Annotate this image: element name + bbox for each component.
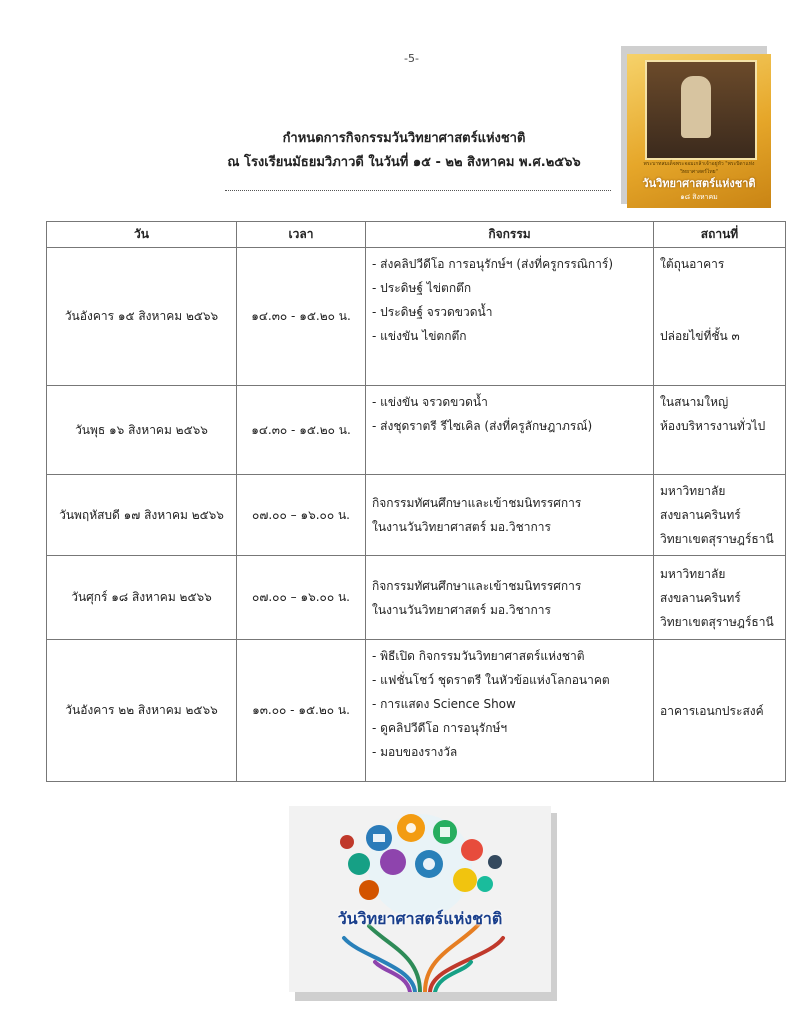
place-item: มหาวิทยาลัย bbox=[660, 566, 726, 581]
row-day: วันอังคาร ๑๕ สิงหาคม ๒๕๖๖ bbox=[47, 248, 237, 386]
place-item: สงขลานครินทร์ bbox=[660, 590, 741, 605]
table-row bbox=[47, 386, 786, 475]
activity-item: - มอบของรางวัล bbox=[372, 745, 458, 759]
activity-item: - แข่งขัน จรวดขวดน้ำ bbox=[372, 395, 488, 409]
row-day: วันอังคาร ๒๒ สิงหาคม ๒๕๖๖ bbox=[47, 640, 237, 782]
row-activities bbox=[366, 248, 654, 386]
poster-caption: พระบาทสมเด็จพระจอมเกล้าเจ้าอยู่หัว "พระบิดาแห่งวิทยาศาสตร์ไทย" bbox=[643, 161, 755, 175]
science-tree-illustration bbox=[289, 806, 551, 992]
row-day: วันศุกร์ ๑๘ สิงหาคม ๒๕๖๖ bbox=[47, 556, 237, 640]
header-time: เวลา bbox=[237, 222, 366, 248]
schedule-table bbox=[46, 221, 786, 782]
row-activities bbox=[366, 386, 654, 475]
activity-item: ในงานวันวิทยาศาสตร์ มอ.วิชาการ bbox=[372, 520, 551, 534]
activity-item: - ประดิษฐ์ ไข่ตกตึก bbox=[372, 281, 472, 295]
science-day-graphic bbox=[289, 806, 551, 992]
document-title: กำหนดการกิจกรรมวันวิทยาศาสตร์แห่งชาติ bbox=[282, 131, 526, 146]
portrait-image bbox=[645, 60, 757, 160]
activity-item: - พิธีเปิด กิจกรรมวันวิทยาศาสตร์แห่งชาติ bbox=[372, 649, 585, 663]
graphic-label: วันวิทยาศาสตร์แห่งชาติ bbox=[337, 909, 503, 928]
row-activities bbox=[366, 475, 654, 556]
row-activities bbox=[366, 556, 654, 640]
activity-item: - ส่งชุดราตรี รีไซเคิล (ส่งที่ครูลักษฎาภรณ์) bbox=[372, 419, 593, 433]
row-time: ๑๓.๐๐ - ๑๕.๒๐ น. bbox=[237, 640, 366, 782]
table-row bbox=[47, 475, 786, 556]
row-places bbox=[654, 475, 786, 556]
place-item: ใต้ถุนอาคาร bbox=[660, 257, 725, 271]
row-day: วันพุธ ๑๖ สิงหาคม ๒๕๖๖ bbox=[47, 386, 237, 475]
place-item: อาคารเอนกประสงค์ bbox=[660, 703, 764, 718]
header-day: วัน bbox=[47, 222, 237, 248]
header-activity: กิจกรรม bbox=[366, 222, 654, 248]
table-row bbox=[47, 640, 786, 782]
activity-item: - แฟชั่นโชว์ ชุดราตรี ในหัวข้อแห่งโลกอนาคต bbox=[372, 673, 610, 687]
science-day-poster bbox=[627, 54, 771, 208]
poster-date: ๑๘ สิงหาคม bbox=[680, 193, 718, 201]
row-places bbox=[654, 386, 786, 475]
activity-item: กิจกรรมทัศนศึกษาและเข้าชมนิทรรศการ bbox=[372, 578, 582, 593]
header-place: สถานที่ bbox=[654, 222, 786, 248]
place-item: วิทยาเขตสุราษฎร์ธานี bbox=[660, 614, 774, 629]
place-item: ห้องบริหารงานทั่วไป bbox=[660, 419, 766, 433]
table-header-row bbox=[47, 222, 786, 248]
activity-item: - การแสดง Science Show bbox=[372, 697, 516, 711]
row-places bbox=[654, 640, 786, 782]
table-row bbox=[47, 556, 786, 640]
activity-item: - ประดิษฐ์ จรวดขวดน้ำ bbox=[372, 305, 493, 319]
dotted-divider bbox=[225, 190, 611, 191]
activity-item: กิจกรรมทัศนศึกษาและเข้าชมนิทรรศการ bbox=[372, 496, 582, 510]
poster-title: วันวิทยาศาสตร์แห่งชาติ bbox=[642, 177, 756, 190]
row-time: ๑๔.๓๐ - ๑๕.๒๐ น. bbox=[237, 248, 366, 386]
row-time: ๑๔.๓๐ - ๑๕.๒๐ น. bbox=[237, 386, 366, 475]
place-item: สงขลานครินทร์ bbox=[660, 508, 741, 522]
place-item: ปล่อยไข่ที่ชั้น ๓ bbox=[660, 329, 740, 343]
activity-item: - แข่งขัน ไข่ตกตึก bbox=[372, 329, 467, 343]
row-time: ๐๗.๐๐ – ๑๖.๐๐ น. bbox=[237, 475, 366, 556]
document-subtitle: ณ โรงเรียนมัธยมวิภาวดี ในวันที่ ๑๕ - ๒๒ สิงหาคม พ.ศ.๒๕๖๖ bbox=[227, 155, 581, 170]
activity-item: - ส่งคลิปวีดีโอ การอนุรักษ์ฯ (ส่งที่ครูกรรณิการ์) bbox=[372, 257, 614, 271]
place-item: วิทยาเขตสุราษฎร์ธานี bbox=[660, 532, 774, 546]
row-places bbox=[654, 248, 786, 386]
page-number: -5- bbox=[404, 52, 419, 65]
row-activities bbox=[366, 640, 654, 782]
row-time: ๐๗.๐๐ – ๑๖.๐๐ น. bbox=[237, 556, 366, 640]
activity-item: ในงานวันวิทยาศาสตร์ มอ.วิชาการ bbox=[372, 602, 551, 617]
place-item: ในสนามใหญ่ bbox=[660, 395, 729, 409]
row-places bbox=[654, 556, 786, 640]
table-row bbox=[47, 248, 786, 386]
row-day: วันพฤหัสบดี ๑๗ สิงหาคม ๒๕๖๖ bbox=[47, 475, 237, 556]
place-item: มหาวิทยาลัย bbox=[660, 484, 726, 498]
activity-item: - ดูคลิปวีดีโอ การอนุรักษ์ฯ bbox=[372, 721, 508, 735]
